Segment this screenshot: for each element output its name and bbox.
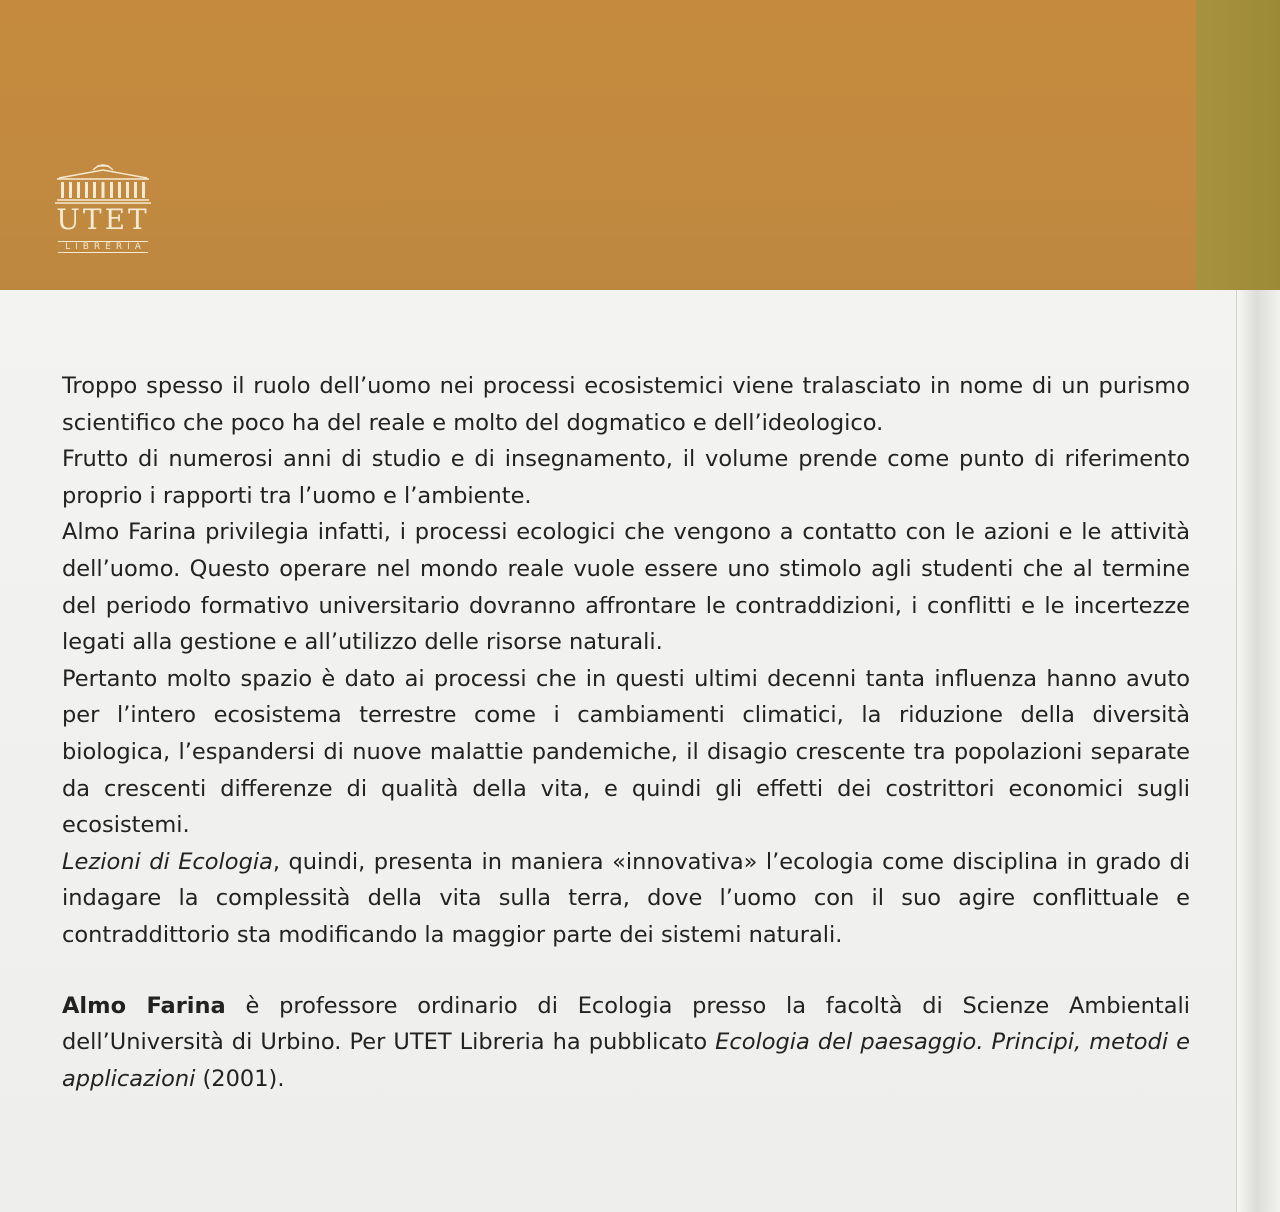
paragraph-intro: Troppo spesso il ruolo dell’uomo nei processi ecosistemici viene tralasciato in nome di un purismo scientifico che poco ha del reale e molto del dogmatico e dell’ideologico.	[62, 373, 1190, 436]
author-bio	[62, 988, 1190, 1098]
publisher-logo	[48, 160, 158, 253]
publisher-name: UTET	[56, 203, 150, 236]
closing-text: , quindi, presenta in maniera «innovativa» l’ecologia come disciplina in grado di indagare la complessità della vita sulla terra, dove l’uomo con il suo agire conflittuale e contraddittorio sta modificando la maggior parte dei sistemi naturali.	[62, 848, 1190, 948]
paragraph-approach: Almo Farina privilegia infatti, i processi ecologici che vengono a contatto con le azioni e le attività dell’uomo. Questo operare nel mondo reale vuole essere uno stimolo agli studenti che al termine del periodo formativo universitario dovranno affrontare le contraddizioni, i conflitti e le incertezze legati alla gestione e all’utilizzo delle risorse naturali.	[62, 519, 1190, 656]
publisher-subtitle: LIBRERIA	[58, 241, 148, 253]
spine-edge	[1196, 0, 1280, 290]
bio-text-2: (2001).	[195, 1065, 285, 1092]
page-edge	[1236, 290, 1280, 1212]
paragraph-topics: Pertanto molto spazio è dato ai processi che in questi ultimi decenni tanta influenza hanno avuto per l’intero ecosistema terrestre come i cambiamenti climatici, la riduzione della diversità biologica, l’espandersi di nuove malattie pandemiche, il disagio crescente tra popolazioni separate da crescenti differenze di qualità della vita, e quindi gli effetti dei costrittori economici sugli ecosistemi.	[62, 665, 1190, 839]
book-title: Lezioni di Ecologia	[62, 848, 273, 875]
blurb	[62, 368, 1190, 1097]
author-name: Almo Farina	[62, 992, 226, 1019]
top-color-band	[0, 0, 1196, 290]
previous-book-title: Ecologia del paesaggio. Principi, metodi e applicazioni	[62, 1029, 1190, 1092]
paragraph-origin: Frutto di numerosi anni di studio e di insegnamento, il volume prende come punto di riferimento proprio i rapporti tra l’uomo e l’ambiente.	[62, 446, 1190, 509]
building-icon	[53, 160, 153, 204]
paragraph-closing	[62, 844, 1190, 954]
bio-text-1: è professore ordinario di Ecologia presso la facoltà di Scienze Ambientali dell’Università di Urbino. Per UTET Libreria ha pubblicato	[62, 992, 1190, 1056]
